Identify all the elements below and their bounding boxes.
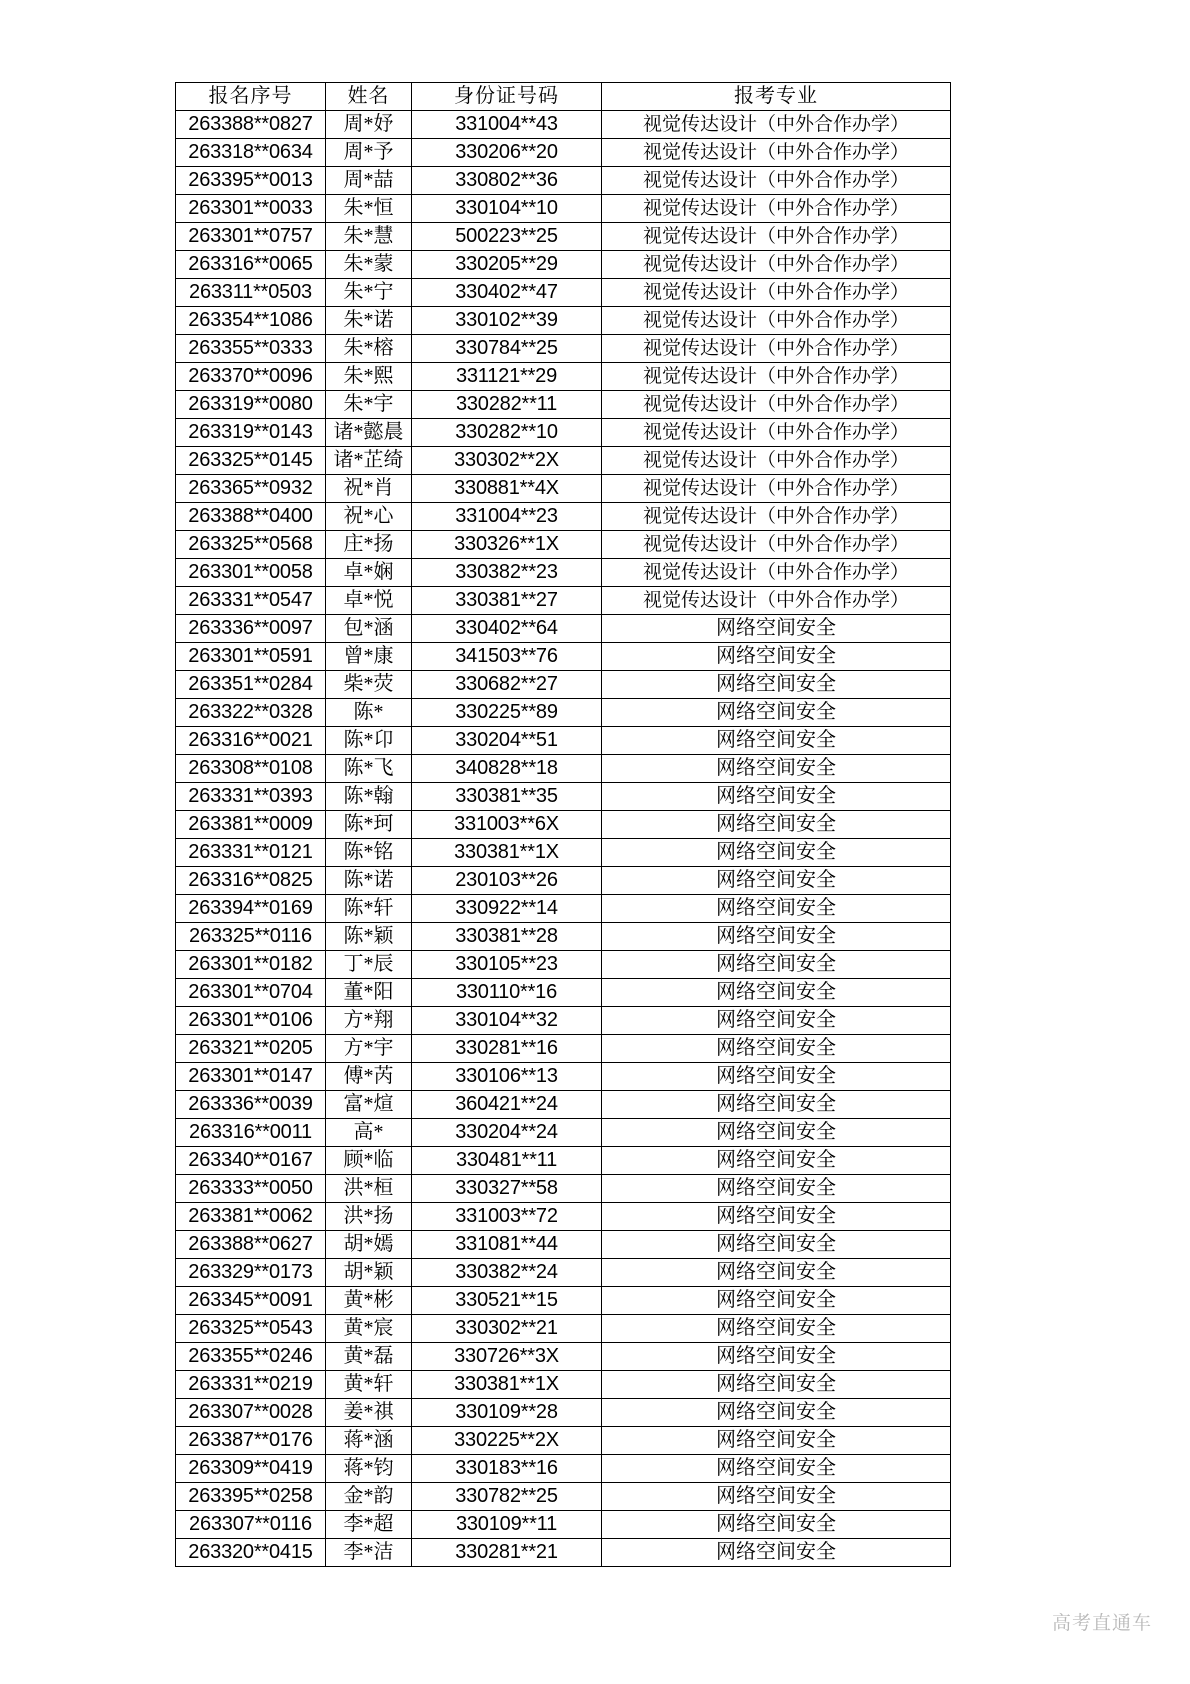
table-row	[176, 811, 951, 839]
cell-name: 黄*磊	[326, 1343, 412, 1371]
cell-id-number: 331004**23	[412, 503, 602, 531]
cell-name: 蒋*钧	[326, 1455, 412, 1483]
cell-serial: 263308**0108	[176, 755, 326, 783]
cell-serial: 263331**0393	[176, 783, 326, 811]
cell-name: 庄*扬	[326, 531, 412, 559]
cell-id-number: 330102**39	[412, 307, 602, 335]
cell-serial: 263301**0757	[176, 223, 326, 251]
cell-major: 网络空间安全	[602, 1231, 951, 1259]
table-row	[176, 1147, 951, 1175]
cell-major: 视觉传达设计（中外合作办学）	[602, 307, 951, 335]
cell-id-number: 330183**16	[412, 1455, 602, 1483]
cell-serial: 263325**0568	[176, 531, 326, 559]
cell-serial: 263345**0091	[176, 1287, 326, 1315]
table-row	[176, 1315, 951, 1343]
cell-major: 网络空间安全	[602, 1287, 951, 1315]
cell-name: 洪*桓	[326, 1175, 412, 1203]
cell-serial: 263316**0825	[176, 867, 326, 895]
cell-id-number: 330382**23	[412, 559, 602, 587]
cell-name: 黄*宸	[326, 1315, 412, 1343]
table-row	[176, 475, 951, 503]
cell-major: 网络空间安全	[602, 643, 951, 671]
cell-serial: 263370**0096	[176, 363, 326, 391]
cell-id-number: 330302**21	[412, 1315, 602, 1343]
cell-name: 周*妤	[326, 111, 412, 139]
table-row	[176, 1231, 951, 1259]
cell-serial: 263340**0167	[176, 1147, 326, 1175]
cell-id-number: 330327**58	[412, 1175, 602, 1203]
cell-serial: 263354**1086	[176, 307, 326, 335]
cell-major: 视觉传达设计（中外合作办学）	[602, 559, 951, 587]
table-row	[176, 755, 951, 783]
cell-name: 周*喆	[326, 167, 412, 195]
cell-name: 朱*恒	[326, 195, 412, 223]
cell-id-number: 330282**11	[412, 391, 602, 419]
table-row	[176, 1343, 951, 1371]
cell-major: 网络空间安全	[602, 699, 951, 727]
cell-id-number: 330206**20	[412, 139, 602, 167]
column-header-serial: 报名序号	[176, 83, 326, 111]
cell-id-number: 330281**21	[412, 1539, 602, 1567]
cell-serial: 263325**0543	[176, 1315, 326, 1343]
cell-serial: 263318**0634	[176, 139, 326, 167]
cell-id-number: 330109**11	[412, 1511, 602, 1539]
cell-serial: 263331**0219	[176, 1371, 326, 1399]
table-row	[176, 643, 951, 671]
table-row	[176, 1007, 951, 1035]
cell-major: 网络空间安全	[602, 895, 951, 923]
cell-serial: 263316**0011	[176, 1119, 326, 1147]
cell-serial: 263355**0246	[176, 1343, 326, 1371]
cell-serial: 263301**0033	[176, 195, 326, 223]
table-row	[176, 363, 951, 391]
cell-id-number: 330381**27	[412, 587, 602, 615]
table-row	[176, 1427, 951, 1455]
cell-serial: 263325**0145	[176, 447, 326, 475]
cell-id-number: 230103**26	[412, 867, 602, 895]
table-body	[176, 111, 951, 1567]
cell-major: 视觉传达设计（中外合作办学）	[602, 195, 951, 223]
cell-id-number: 330922**14	[412, 895, 602, 923]
cell-id-number: 330782**25	[412, 1483, 602, 1511]
cell-id-number: 330381**35	[412, 783, 602, 811]
cell-serial: 263319**0080	[176, 391, 326, 419]
cell-major: 视觉传达设计（中外合作办学）	[602, 139, 951, 167]
table-row	[176, 1371, 951, 1399]
cell-major: 网络空间安全	[602, 1007, 951, 1035]
cell-name: 金*韵	[326, 1483, 412, 1511]
table-row	[176, 307, 951, 335]
cell-major: 视觉传达设计（中外合作办学）	[602, 391, 951, 419]
table-row	[176, 139, 951, 167]
cell-serial: 263301**0591	[176, 643, 326, 671]
cell-serial: 263336**0097	[176, 615, 326, 643]
cell-id-number: 330110**16	[412, 979, 602, 1007]
table-row	[176, 671, 951, 699]
cell-major: 网络空间安全	[602, 727, 951, 755]
cell-name: 陈*珂	[326, 811, 412, 839]
cell-serial: 263320**0415	[176, 1539, 326, 1567]
cell-serial: 263331**0547	[176, 587, 326, 615]
cell-name: 董*阳	[326, 979, 412, 1007]
column-header-name: 姓名	[326, 83, 412, 111]
cell-id-number: 330402**64	[412, 615, 602, 643]
table-row	[176, 951, 951, 979]
table-row	[176, 1539, 951, 1567]
table-row	[176, 223, 951, 251]
cell-major: 网络空间安全	[602, 1399, 951, 1427]
cell-major: 网络空间安全	[602, 1511, 951, 1539]
watermark: 高考直通车	[1051, 1613, 1152, 1634]
cell-name: 朱*熙	[326, 363, 412, 391]
table-row	[176, 923, 951, 951]
cell-serial: 263336**0039	[176, 1091, 326, 1119]
cell-id-number: 341503**76	[412, 643, 602, 671]
cell-name: 胡*颖	[326, 1259, 412, 1287]
cell-major: 视觉传达设计（中外合作办学）	[602, 419, 951, 447]
table-row	[176, 1063, 951, 1091]
cell-major: 网络空间安全	[602, 1343, 951, 1371]
applicant-roster-table	[175, 82, 951, 1567]
cell-serial: 263388**0627	[176, 1231, 326, 1259]
cell-serial: 263388**0827	[176, 111, 326, 139]
table-row	[176, 1399, 951, 1427]
cell-serial: 263365**0932	[176, 475, 326, 503]
cell-name: 方*翔	[326, 1007, 412, 1035]
cell-major: 视觉传达设计（中外合作办学）	[602, 503, 951, 531]
table-row	[176, 699, 951, 727]
cell-major: 视觉传达设计（中外合作办学）	[602, 223, 951, 251]
cell-name: 诸*懿晨	[326, 419, 412, 447]
table-row	[176, 419, 951, 447]
table-row	[176, 111, 951, 139]
cell-name: 包*涵	[326, 615, 412, 643]
cell-major: 网络空间安全	[602, 1203, 951, 1231]
cell-id-number: 330104**32	[412, 1007, 602, 1035]
table-row	[176, 867, 951, 895]
cell-major: 网络空间安全	[602, 951, 951, 979]
cell-name: 陈*翰	[326, 783, 412, 811]
cell-serial: 263322**0328	[176, 699, 326, 727]
cell-id-number: 330802**36	[412, 167, 602, 195]
table-row	[176, 559, 951, 587]
column-header-id-number: 身份证号码	[412, 83, 602, 111]
cell-name: 曾*康	[326, 643, 412, 671]
cell-name: 高*	[326, 1119, 412, 1147]
cell-major: 网络空间安全	[602, 1371, 951, 1399]
cell-major: 视觉传达设计（中外合作办学）	[602, 111, 951, 139]
table-row	[176, 1119, 951, 1147]
cell-id-number: 330105**23	[412, 951, 602, 979]
cell-name: 朱*慧	[326, 223, 412, 251]
cell-serial: 263307**0116	[176, 1511, 326, 1539]
cell-name: 周*予	[326, 139, 412, 167]
table-row	[176, 279, 951, 307]
cell-id-number: 330402**47	[412, 279, 602, 307]
cell-id-number: 330281**16	[412, 1035, 602, 1063]
cell-id-number: 330204**51	[412, 727, 602, 755]
table-row	[176, 783, 951, 811]
table-row	[176, 447, 951, 475]
table-row	[176, 167, 951, 195]
cell-major: 网络空间安全	[602, 867, 951, 895]
cell-name: 卓*娴	[326, 559, 412, 587]
cell-id-number: 330382**24	[412, 1259, 602, 1287]
cell-major: 视觉传达设计（中外合作办学）	[602, 335, 951, 363]
cell-serial: 263301**0182	[176, 951, 326, 979]
cell-id-number: 330302**2X	[412, 447, 602, 475]
cell-name: 陈*诺	[326, 867, 412, 895]
cell-serial: 263309**0419	[176, 1455, 326, 1483]
cell-name: 朱*宇	[326, 391, 412, 419]
cell-name: 祝*心	[326, 503, 412, 531]
cell-serial: 263301**0147	[176, 1063, 326, 1091]
cell-serial: 263381**0062	[176, 1203, 326, 1231]
cell-name: 姜*祺	[326, 1399, 412, 1427]
cell-major: 网络空间安全	[602, 1035, 951, 1063]
cell-id-number: 331003**72	[412, 1203, 602, 1231]
cell-id-number: 330225**2X	[412, 1427, 602, 1455]
cell-id-number: 330381**1X	[412, 1371, 602, 1399]
cell-name: 陈*轩	[326, 895, 412, 923]
cell-serial: 263331**0121	[176, 839, 326, 867]
cell-major: 网络空间安全	[602, 1455, 951, 1483]
cell-name: 诸*芷绮	[326, 447, 412, 475]
cell-major: 网络空间安全	[602, 783, 951, 811]
cell-serial: 263301**0058	[176, 559, 326, 587]
table-row	[176, 839, 951, 867]
cell-major: 网络空间安全	[602, 671, 951, 699]
cell-id-number: 331004**43	[412, 111, 602, 139]
cell-serial: 263325**0116	[176, 923, 326, 951]
cell-serial: 263387**0176	[176, 1427, 326, 1455]
table-row	[176, 1035, 951, 1063]
cell-name: 陈*颖	[326, 923, 412, 951]
table-row	[176, 335, 951, 363]
column-header-major: 报考专业	[602, 83, 951, 111]
table-row	[176, 391, 951, 419]
table-row	[176, 1175, 951, 1203]
cell-major: 网络空间安全	[602, 1483, 951, 1511]
cell-id-number: 331121**29	[412, 363, 602, 391]
cell-name: 洪*扬	[326, 1203, 412, 1231]
cell-serial: 263394**0169	[176, 895, 326, 923]
cell-major: 视觉传达设计（中外合作办学）	[602, 531, 951, 559]
cell-major: 网络空间安全	[602, 1175, 951, 1203]
table-row	[176, 895, 951, 923]
cell-major: 视觉传达设计（中外合作办学）	[602, 475, 951, 503]
cell-name: 李*超	[326, 1511, 412, 1539]
cell-major: 网络空间安全	[602, 1119, 951, 1147]
cell-serial: 263301**0704	[176, 979, 326, 1007]
cell-name: 胡*嫣	[326, 1231, 412, 1259]
table-row	[176, 1203, 951, 1231]
cell-serial: 263319**0143	[176, 419, 326, 447]
cell-serial: 263381**0009	[176, 811, 326, 839]
cell-serial: 263388**0400	[176, 503, 326, 531]
cell-major: 网络空间安全	[602, 1147, 951, 1175]
table-row	[176, 1455, 951, 1483]
cell-major: 视觉传达设计（中外合作办学）	[602, 363, 951, 391]
cell-major: 视觉传达设计（中外合作办学）	[602, 587, 951, 615]
cell-name: 丁*辰	[326, 951, 412, 979]
cell-id-number: 330881**4X	[412, 475, 602, 503]
cell-major: 视觉传达设计（中外合作办学）	[602, 447, 951, 475]
table-header	[176, 83, 951, 111]
cell-id-number: 330381**1X	[412, 839, 602, 867]
cell-id-number: 330481**11	[412, 1147, 602, 1175]
cell-id-number: 330381**28	[412, 923, 602, 951]
cell-major: 网络空间安全	[602, 1315, 951, 1343]
table-row	[176, 979, 951, 1007]
cell-name: 柴*荧	[326, 671, 412, 699]
cell-serial: 263351**0284	[176, 671, 326, 699]
cell-id-number: 330225**89	[412, 699, 602, 727]
cell-serial: 263316**0065	[176, 251, 326, 279]
cell-serial: 263307**0028	[176, 1399, 326, 1427]
cell-id-number: 331003**6X	[412, 811, 602, 839]
cell-major: 视觉传达设计（中外合作办学）	[602, 251, 951, 279]
table-row	[176, 1287, 951, 1315]
cell-id-number: 330205**29	[412, 251, 602, 279]
table-row	[176, 1483, 951, 1511]
table-row	[176, 1259, 951, 1287]
cell-id-number: 330282**10	[412, 419, 602, 447]
table-row	[176, 727, 951, 755]
cell-id-number: 330726**3X	[412, 1343, 602, 1371]
cell-major: 网络空间安全	[602, 839, 951, 867]
table-row	[176, 531, 951, 559]
cell-name: 朱*榕	[326, 335, 412, 363]
cell-id-number: 330204**24	[412, 1119, 602, 1147]
cell-id-number: 500223**25	[412, 223, 602, 251]
table-row	[176, 195, 951, 223]
table-row	[176, 251, 951, 279]
cell-name: 朱*诺	[326, 307, 412, 335]
cell-name: 李*洁	[326, 1539, 412, 1567]
table-row	[176, 503, 951, 531]
cell-major: 网络空间安全	[602, 1091, 951, 1119]
cell-name: 朱*宁	[326, 279, 412, 307]
cell-major: 网络空间安全	[602, 1259, 951, 1287]
table-header-row	[176, 83, 951, 111]
cell-name: 傅*芮	[326, 1063, 412, 1091]
cell-id-number: 331081**44	[412, 1231, 602, 1259]
cell-name: 陈*飞	[326, 755, 412, 783]
cell-major: 网络空间安全	[602, 1427, 951, 1455]
cell-name: 黄*彬	[326, 1287, 412, 1315]
cell-major: 网络空间安全	[602, 811, 951, 839]
cell-name: 蒋*涵	[326, 1427, 412, 1455]
cell-name: 富*煊	[326, 1091, 412, 1119]
cell-serial: 263321**0205	[176, 1035, 326, 1063]
cell-serial: 263311**0503	[176, 279, 326, 307]
table-row	[176, 1511, 951, 1539]
roster-table-container	[175, 82, 950, 1567]
cell-major: 网络空间安全	[602, 755, 951, 783]
cell-serial: 263355**0333	[176, 335, 326, 363]
table-row	[176, 1091, 951, 1119]
cell-name: 陈*	[326, 699, 412, 727]
cell-major: 视觉传达设计（中外合作办学）	[602, 167, 951, 195]
cell-id-number: 330682**27	[412, 671, 602, 699]
cell-name: 顾*临	[326, 1147, 412, 1175]
cell-major: 网络空间安全	[602, 615, 951, 643]
cell-major: 视觉传达设计（中外合作办学）	[602, 279, 951, 307]
cell-name: 方*宇	[326, 1035, 412, 1063]
cell-name: 黄*轩	[326, 1371, 412, 1399]
cell-id-number: 360421**24	[412, 1091, 602, 1119]
cell-name: 朱*蒙	[326, 251, 412, 279]
cell-id-number: 330784**25	[412, 335, 602, 363]
cell-name: 卓*悦	[326, 587, 412, 615]
cell-id-number: 330521**15	[412, 1287, 602, 1315]
cell-id-number: 330106**13	[412, 1063, 602, 1091]
cell-name: 祝*肖	[326, 475, 412, 503]
cell-major: 网络空间安全	[602, 923, 951, 951]
cell-id-number: 340828**18	[412, 755, 602, 783]
cell-serial: 263316**0021	[176, 727, 326, 755]
cell-name: 陈*卬	[326, 727, 412, 755]
cell-major: 网络空间安全	[602, 1063, 951, 1091]
table-row	[176, 587, 951, 615]
cell-major: 网络空间安全	[602, 979, 951, 1007]
cell-name: 陈*铭	[326, 839, 412, 867]
table-row	[176, 615, 951, 643]
cell-id-number: 330109**28	[412, 1399, 602, 1427]
cell-id-number: 330326**1X	[412, 531, 602, 559]
cell-major: 网络空间安全	[602, 1539, 951, 1567]
cell-serial: 263329**0173	[176, 1259, 326, 1287]
cell-serial: 263333**0050	[176, 1175, 326, 1203]
cell-serial: 263395**0013	[176, 167, 326, 195]
cell-serial: 263301**0106	[176, 1007, 326, 1035]
cell-id-number: 330104**10	[412, 195, 602, 223]
cell-serial: 263395**0258	[176, 1483, 326, 1511]
